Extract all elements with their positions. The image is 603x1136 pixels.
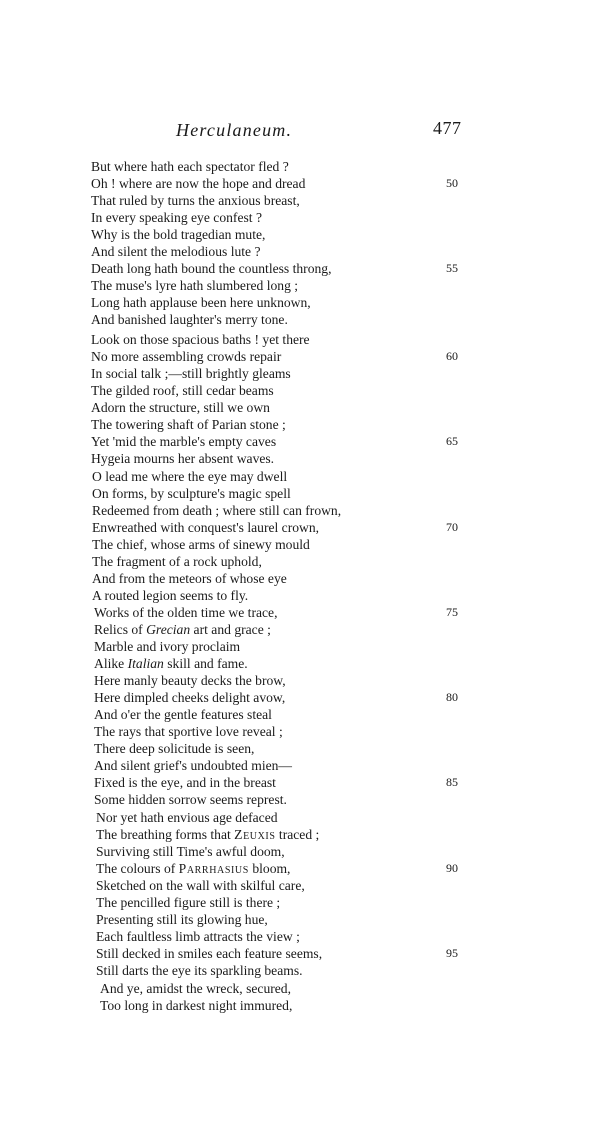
verse-line xyxy=(0,706,603,723)
verse-line xyxy=(0,450,603,467)
page-number: 477 xyxy=(433,118,462,138)
verse-line xyxy=(0,980,603,997)
verse-text-part: Relics of xyxy=(94,622,147,637)
line-number: 90 xyxy=(446,861,458,875)
line-number: 95 xyxy=(446,946,458,960)
verse-line xyxy=(0,416,603,433)
stanza xyxy=(0,604,603,808)
stanza xyxy=(0,809,603,979)
verse-text: Yet 'mid the marble's empty caves xyxy=(91,434,277,449)
verse-text: And silent the melodious lute ? xyxy=(91,244,261,259)
verse-text: The muse's lyre hath slumbered long ; xyxy=(91,278,299,293)
verse-text: O lead me where the eye may dwell xyxy=(92,469,288,484)
verse-line xyxy=(0,192,603,209)
verse-text: Surviving still Time's awful doom, xyxy=(96,844,285,859)
verse-line xyxy=(0,331,603,348)
verse-text xyxy=(94,655,248,672)
verse-text: And silent grief's undoubted mien— xyxy=(94,758,293,773)
verse-text: Marble and ivory proclaim xyxy=(94,639,241,654)
verse-text-part: Alike xyxy=(94,656,128,671)
verse-line xyxy=(0,277,603,294)
small-caps-name: Parrhasius xyxy=(178,861,249,876)
verse-line xyxy=(0,962,603,979)
line-number: 65 xyxy=(446,434,458,448)
small-caps-name: Zeuxis xyxy=(234,827,276,842)
verse-text: Sketched on the wall with skilful care, xyxy=(96,878,305,893)
verse-line xyxy=(0,382,603,399)
verse-line xyxy=(0,348,603,365)
verse-text: The gilded roof, still cedar beams xyxy=(91,383,274,398)
verse-text: Enwreathed with conquest's laurel crown, xyxy=(92,520,320,535)
italic-word: Italian xyxy=(127,656,164,671)
verse-line xyxy=(0,553,603,570)
verse-line xyxy=(0,570,603,587)
verse-text: The towering shaft of Parian stone ; xyxy=(91,417,286,432)
verse-text: No more assembling crowds repair xyxy=(91,349,282,364)
line-number: 50 xyxy=(446,176,458,190)
verse-line xyxy=(0,226,603,243)
verse-text: Some hidden sorrow seems represt. xyxy=(94,792,287,807)
verse-text-part: The breathing forms that xyxy=(96,827,235,842)
verse-text: And o'er the gentle features steal xyxy=(94,707,272,722)
verse-line xyxy=(0,175,603,192)
verse-text-part: skill and fame. xyxy=(163,656,248,671)
verse-text: Nor yet hath envious age defaced xyxy=(96,810,278,825)
verse-line xyxy=(0,621,603,638)
verse-text: The rays that sportive love reveal ; xyxy=(94,724,283,739)
verse-text: Works of the olden time we trace, xyxy=(94,605,278,620)
verse-line xyxy=(0,433,603,450)
verse-text: Still decked in smiles each feature seems, xyxy=(96,946,323,961)
line-number: 55 xyxy=(446,261,458,275)
verse-line xyxy=(0,519,603,536)
verse-line xyxy=(0,158,603,175)
stanza xyxy=(0,468,603,604)
verse-line xyxy=(0,826,603,843)
verse-line xyxy=(0,774,603,791)
verse-text: Presenting still its glowing hue, xyxy=(96,912,268,927)
verse-line xyxy=(0,689,603,706)
verse-text: Here dimpled cheeks delight avow, xyxy=(94,690,286,705)
verse-text: On forms, by sculpture's magic spell xyxy=(92,486,291,501)
verse-text: And from the meteors of whose eye xyxy=(92,571,287,586)
verse-line xyxy=(0,209,603,226)
verse-line xyxy=(0,809,603,826)
verse-text: Why is the bold tragedian mute, xyxy=(91,227,266,242)
verse-text: The fragment of a rock uphold, xyxy=(92,554,262,569)
running-head xyxy=(0,120,603,144)
verse-line xyxy=(0,365,603,382)
verse-text: Each faultless limb attracts the view ; xyxy=(96,929,300,944)
verse-text-part: art and grace ; xyxy=(190,622,271,637)
verse-line xyxy=(0,468,603,485)
verse-line xyxy=(0,655,603,672)
verse-text: Too long in darkest night immured, xyxy=(100,998,293,1013)
verse-text xyxy=(96,860,290,877)
verse-line xyxy=(0,243,603,260)
line-number: 70 xyxy=(446,520,458,534)
verse-text: Death long hath bound the countless throng, xyxy=(91,261,332,276)
verse-line xyxy=(0,485,603,502)
verse-text: There deep solicitude is seen, xyxy=(94,741,255,756)
verse-line xyxy=(0,502,603,519)
verse-text xyxy=(94,621,271,638)
verse-text: In every speaking eye confest ? xyxy=(91,210,262,225)
verse-text: Hygeia mourns her absent waves. xyxy=(91,451,275,466)
verse-line xyxy=(0,260,603,277)
verse-line xyxy=(0,791,603,808)
verse-text-part: bloom, xyxy=(248,861,291,876)
verse-text: And ye, amidst the wreck, secured, xyxy=(100,981,292,996)
verse-line xyxy=(0,860,603,877)
verse-line xyxy=(0,672,603,689)
verse-text: Here manly beauty decks the brow, xyxy=(94,673,286,688)
verse-line xyxy=(0,911,603,928)
verse-line xyxy=(0,587,603,604)
verse-text: Long hath applause been here unknown, xyxy=(91,295,311,310)
verse-text-part: The colours of xyxy=(96,861,179,876)
verse-text: And banished laughter's merry tone. xyxy=(91,312,288,327)
verse-line xyxy=(0,928,603,945)
verse-text: The chief, whose arms of sinewy mould xyxy=(92,537,310,552)
verse-text: The pencilled figure still is there ; xyxy=(96,895,281,910)
verse-text: A routed legion seems to fly. xyxy=(92,588,249,603)
verse-line xyxy=(0,536,603,553)
verse-line xyxy=(0,997,603,1014)
verse-line xyxy=(0,877,603,894)
verse-text: But where hath each spectator fled ? xyxy=(91,159,289,174)
verse-line xyxy=(0,604,603,621)
verse-text: Oh ! where are now the hope and dread xyxy=(91,176,306,191)
verse-text: Redeemed from death ; where still can frown, xyxy=(92,503,342,518)
line-number: 80 xyxy=(446,690,458,704)
italic-word: Grecian xyxy=(146,622,191,637)
verse-text: That ruled by turns the anxious breast, xyxy=(91,193,300,208)
verse-line xyxy=(0,843,603,860)
verse-line xyxy=(0,723,603,740)
verse-text: Fixed is the eye, and in the breast xyxy=(94,775,276,790)
verse-line xyxy=(0,399,603,416)
verse-text xyxy=(96,826,319,843)
stanza xyxy=(0,158,603,328)
verse-line xyxy=(0,294,603,311)
verse-line xyxy=(0,894,603,911)
verse-line xyxy=(0,945,603,962)
line-number: 75 xyxy=(446,605,458,619)
running-title: Herculaneum. xyxy=(176,120,293,140)
verse-text-part: traced ; xyxy=(275,827,320,842)
verse-text: In social talk ;—still brightly gleams xyxy=(91,366,291,381)
verse-line xyxy=(0,740,603,757)
verse-text: Look on those spacious baths ! yet there xyxy=(91,332,310,347)
verse-line xyxy=(0,311,603,328)
verse-line xyxy=(0,638,603,655)
stanza xyxy=(0,980,603,1014)
stanza xyxy=(0,331,603,467)
verse-text: Still darts the eye its sparkling beams. xyxy=(96,963,303,978)
verse-text: Adorn the structure, still we own xyxy=(91,400,270,415)
line-number: 60 xyxy=(446,349,458,363)
verse-line xyxy=(0,757,603,774)
line-number: 85 xyxy=(446,775,458,789)
